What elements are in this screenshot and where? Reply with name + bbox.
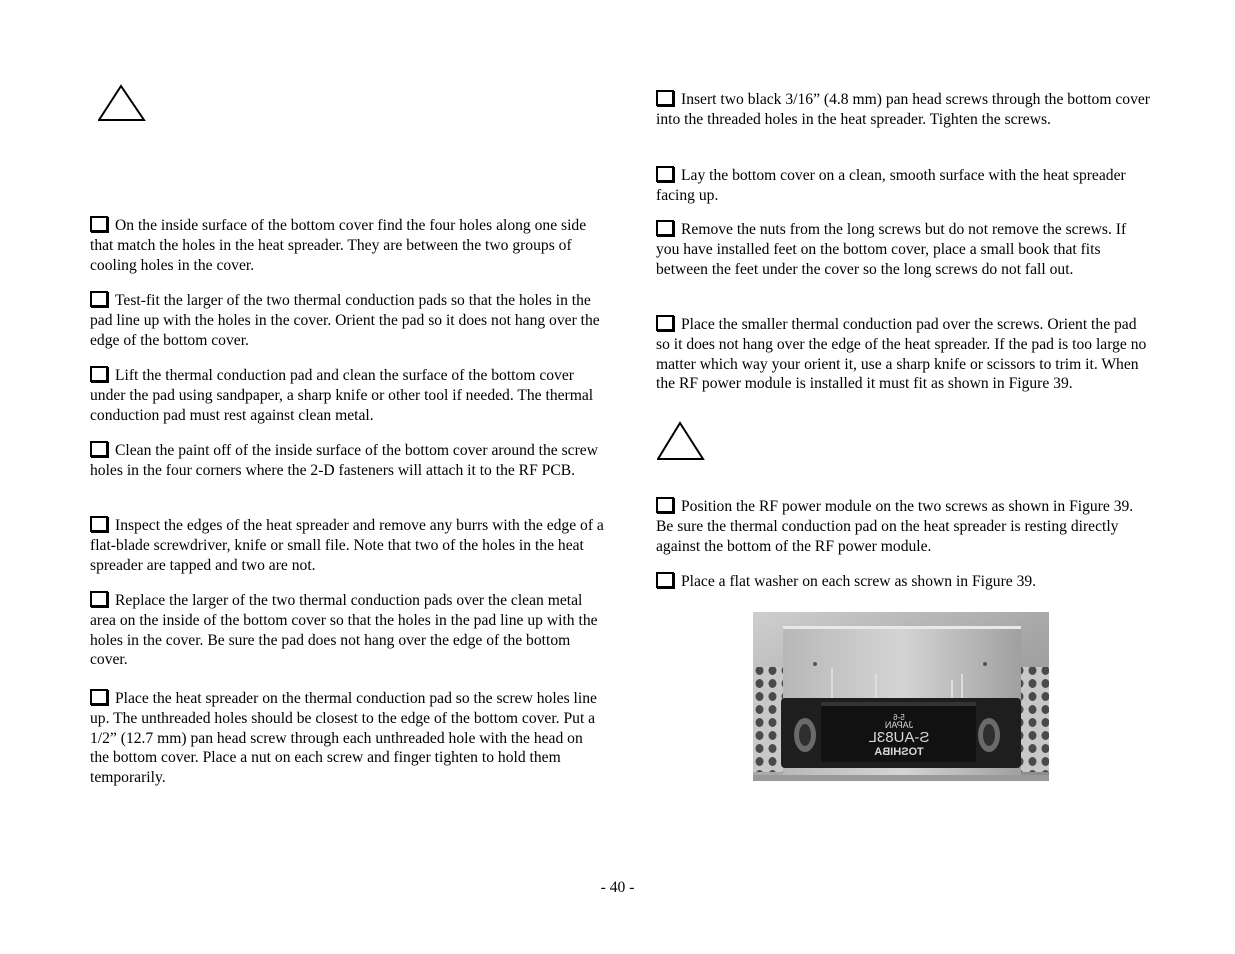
checklist-step: Place the smaller thermal conduction pad over the screws. Orient the pad so it does not hang over the edge of the heat spreader. If the pad is too large no matter which way your orient it, use a sharp knife or scissors to trim it. When the RF power module is installed it must fit as shown in Figure 39. [656,316,1147,393]
rf-power-module-photo [753,612,1049,781]
checklist-step: Clean the paint off of the inside surface of the bottom cover around the screw holes in the four corners where the 2-D fasteners will attach it to the RF PCB. [90,442,598,479]
checkbox-icon[interactable] [656,572,674,588]
module-origin-label: JAPAN [884,720,914,730]
checklist-step: Place the heat spreader on the thermal conduction pad so the screw holes line up. The unthreaded holes should be closest to the edge of the bottom cover. Put a 1/2” (12.7 mm) pan head screw through each unthreaded hole with the head on the bottom cover. Place a nut on each screw and finger tighten to hold them temporarily. [90,690,597,787]
checkbox-icon[interactable] [90,366,108,382]
checklist-step: Replace the larger of the two thermal conduction pads over the clean metal area on the inside of the bottom cover so that the holes in the pad line up with the holes in the cover. Be sure the pad does not hang over the edge of the bottom cover. [90,592,598,669]
checklist-step: On the inside surface of the bottom cover find the four holes along one side that match the holes in the heat spreader. They are between the two groups of cooling holes in the cover. [90,217,587,274]
warning-triangle-icon [657,421,705,461]
checklist-step: Place a flat washer on each screw as shown in Figure 39. [656,572,1036,592]
module-part-label: S-AU83L [868,729,930,746]
checkbox-icon[interactable] [656,90,674,106]
checklist-step: Inspect the edges of the heat spreader and remove any burrs with the edge of a flat-blade screwdriver, knife or small file. Note that two of the holes in the heat spreader are tapped and two are not. [90,517,604,574]
checklist-step: Lay the bottom cover on a clean, smooth surface with the heat spreader facing up. [656,167,1126,204]
warning-triangle-icon [98,84,146,122]
checkbox-icon[interactable] [656,220,674,236]
page-number: - 40 - [600,879,635,896]
checkbox-icon[interactable] [90,689,108,705]
checklist-step: Insert two black 3/16” (4.8 mm) pan head screws through the bottom cover into the threaded holes in the heat spreader. Tighten the screws. [656,91,1150,128]
checkbox-icon[interactable] [90,441,108,457]
checkbox-icon[interactable] [656,315,674,331]
module-brand-label: TOSHIBA [874,746,924,758]
module-code-label: 5-6 [893,713,905,722]
checkbox-icon[interactable] [90,291,108,307]
checkbox-icon[interactable] [90,591,108,607]
checklist-step: Lift the thermal conduction pad and clean the surface of the bottom cover under the pad using sandpaper, a sharp knife or other tool if needed. The thermal conduction pad must rest against clean metal. [90,367,594,424]
checkbox-icon[interactable] [90,516,108,532]
checkbox-icon[interactable] [656,497,674,513]
checklist-step: Remove the nuts from the long screws but do not remove the screws. If you have installed feet on the bottom cover, place a small book that fits between the feet under the cover so the long screws do not fall out. [656,221,1127,278]
checkbox-icon[interactable] [90,216,108,232]
checklist-step: Position the RF power module on the two screws as shown in Figure 39. Be sure the thermal conduction pad on the heat spreader is resting directly against the bottom of the RF power module. [656,498,1134,555]
checkbox-icon[interactable] [656,166,674,182]
checklist-step: Test-fit the larger of the two thermal conduction pads so that the holes in the pad line up with the holes in the cover. Orient the pad so it does not hang over the edge of the bottom cover. [90,292,600,349]
